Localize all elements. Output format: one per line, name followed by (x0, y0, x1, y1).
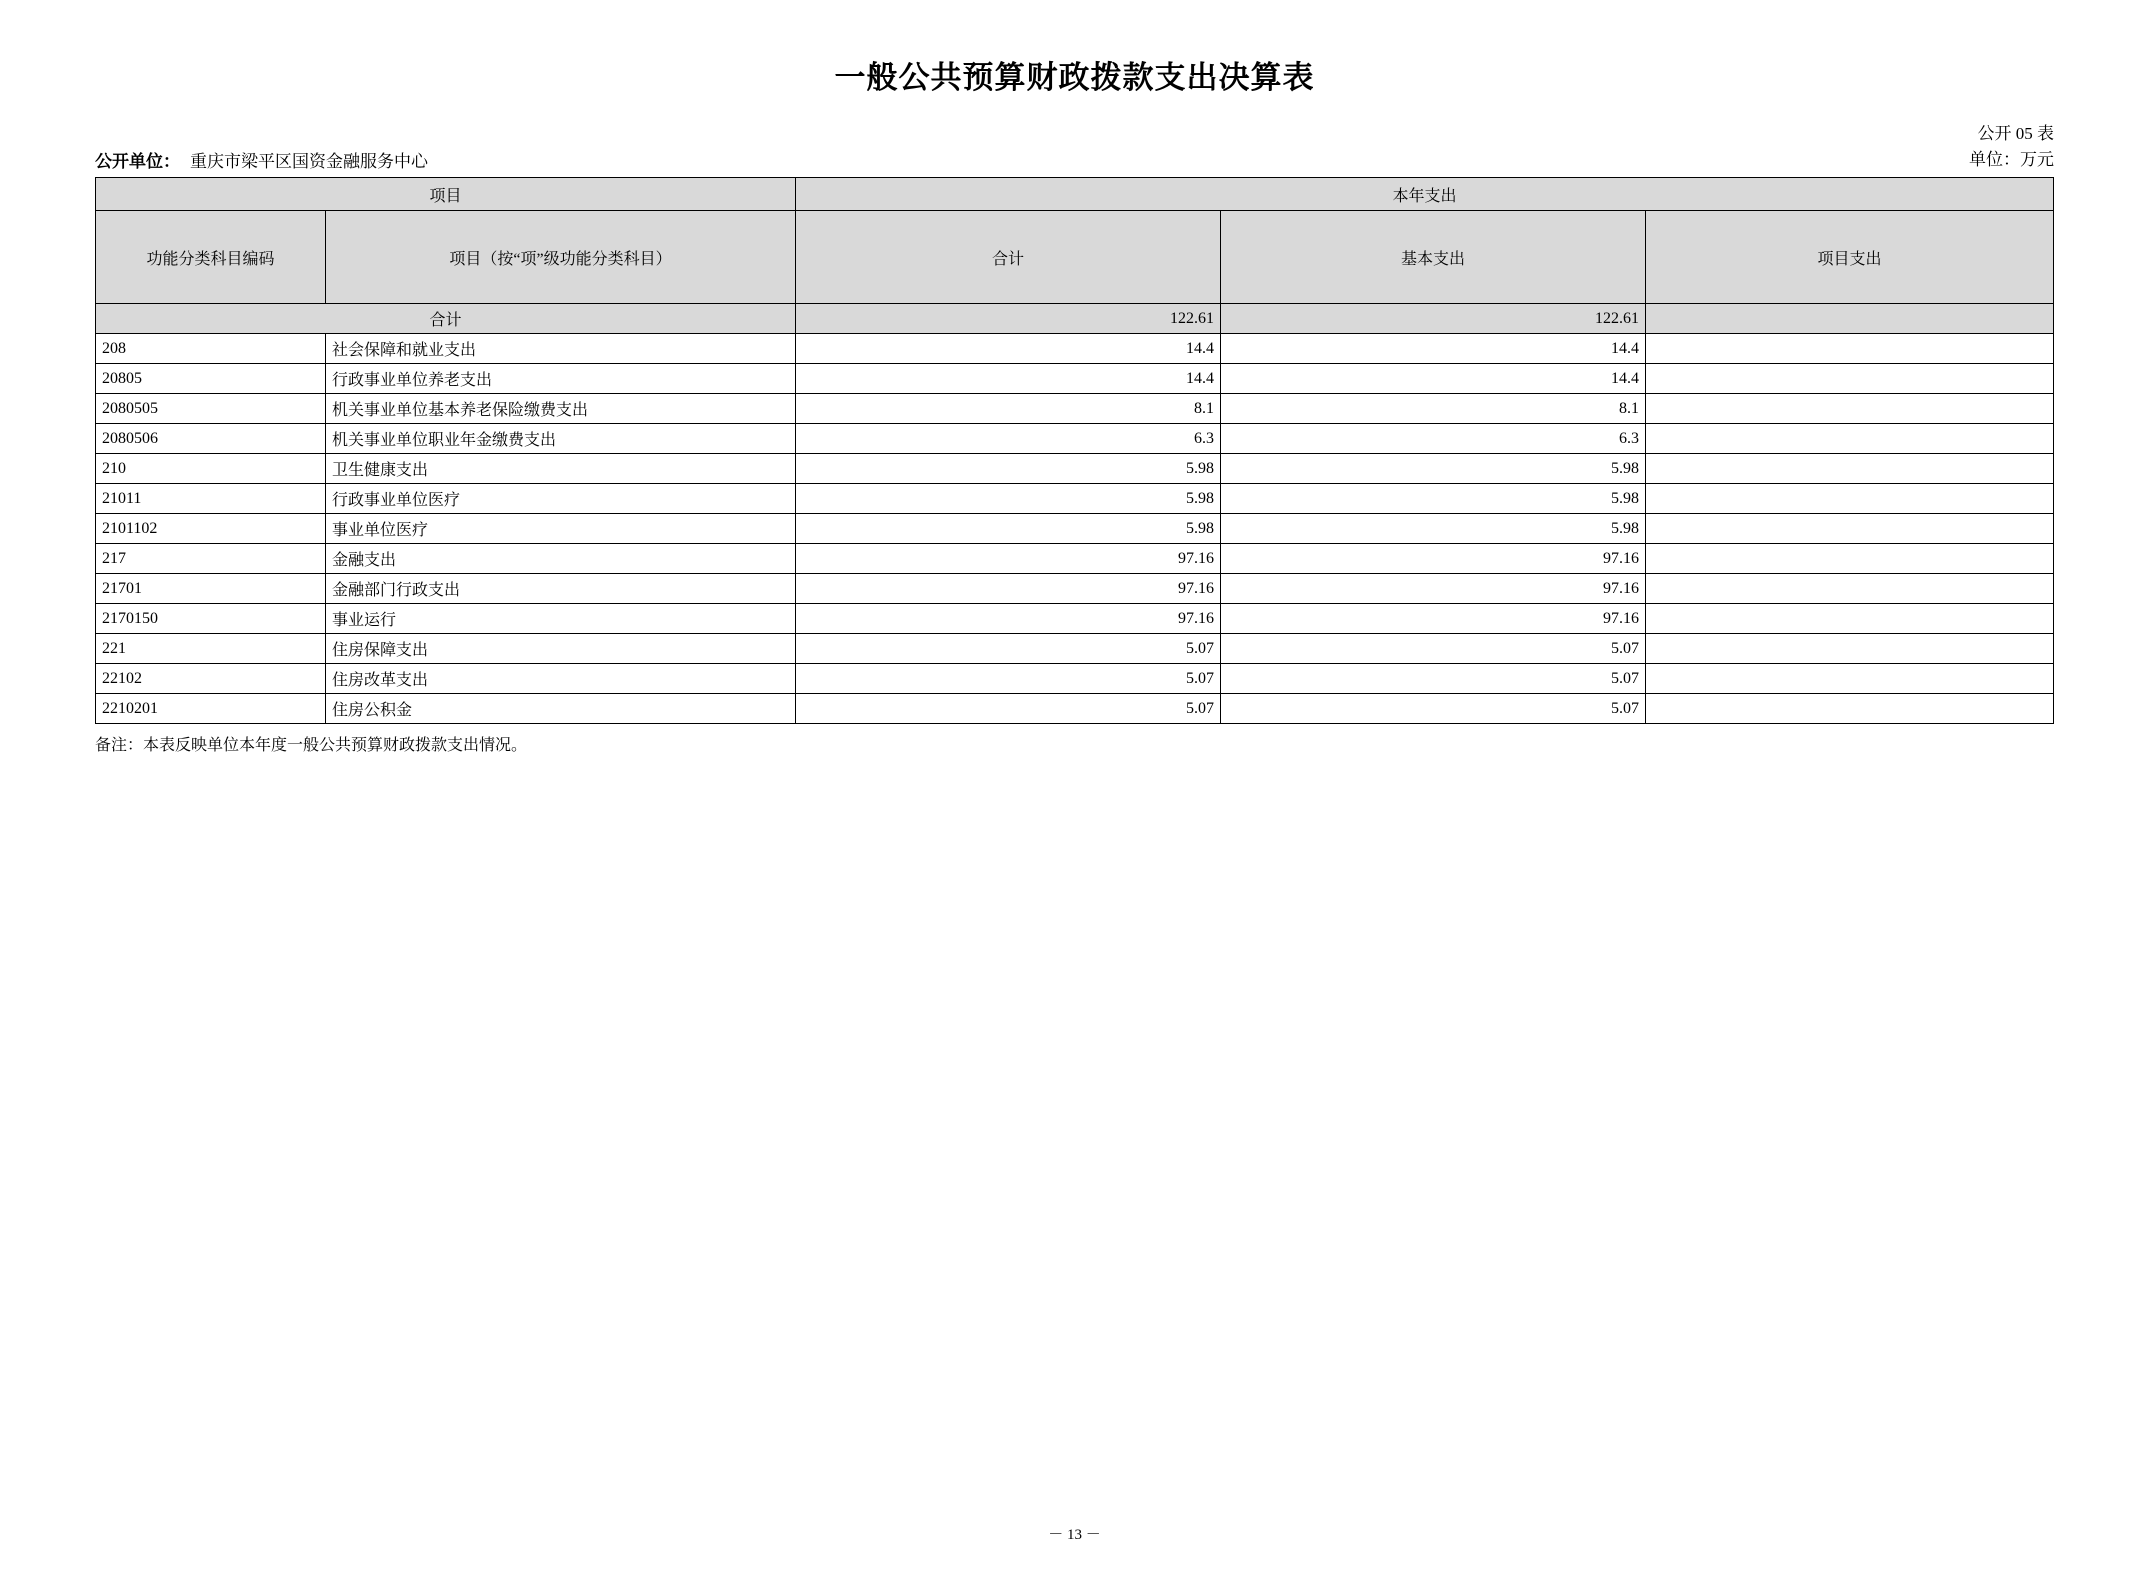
document-meta (95, 121, 2054, 172)
unit-of-measure: 单位：万元 (1969, 149, 2054, 169)
cell-basic: 5.98 (1221, 514, 1646, 544)
cell-project (1646, 604, 2054, 634)
cell-code: 20805 (96, 364, 326, 394)
page-title: 一般公共预算财政拨款支出决算表 (834, 60, 1315, 95)
cell-total: 5.07 (796, 634, 1221, 664)
cell-total: 97.16 (796, 544, 1221, 574)
cell-project (1646, 484, 2054, 514)
cell-basic: 5.98 (1221, 484, 1646, 514)
cell-basic: 5.98 (1221, 454, 1646, 484)
column-header-name: 项目（按“项”级功能分类科目） (326, 211, 796, 304)
cell-name: 住房改革支出 (326, 664, 796, 694)
cell-total: 5.98 (796, 454, 1221, 484)
table-row (96, 664, 2054, 694)
cell-code: 21011 (96, 484, 326, 514)
cell-project (1646, 394, 2054, 424)
cell-project (1646, 424, 2054, 454)
cell-basic: 6.3 (1221, 424, 1646, 454)
page-footer: － 13 － (1048, 1527, 1101, 1543)
table-row (96, 364, 2054, 394)
form-number: 公开 05 表 (1977, 124, 2054, 143)
cell-name: 社会保障和就业支出 (326, 334, 796, 364)
cell-basic: 14.4 (1221, 334, 1646, 364)
cell-code: 221 (96, 634, 326, 664)
table-row (96, 334, 2054, 364)
cell-project (1646, 334, 2054, 364)
cell-name: 住房保障支出 (326, 634, 796, 664)
cell-basic: 97.16 (1221, 574, 1646, 604)
cell-name: 事业运行 (326, 604, 796, 634)
table-header-row (96, 211, 2054, 304)
publisher-value: 重庆市梁平区国资金融服务中心 (190, 152, 428, 171)
column-header-project: 项目支出 (1646, 211, 2054, 304)
cell-name: 卫生健康支出 (326, 454, 796, 484)
cell-code: 2101102 (96, 514, 326, 544)
table-group-header-row (96, 178, 2054, 211)
cell-project (1646, 514, 2054, 544)
cell-total: 5.07 (796, 694, 1221, 724)
table-row (96, 694, 2054, 724)
cell-code: 22102 (96, 664, 326, 694)
form-meta (1969, 121, 2054, 172)
cell-code: 210 (96, 454, 326, 484)
cell-name: 机关事业单位职业年金缴费支出 (326, 424, 796, 454)
cell-project (1646, 544, 2054, 574)
cell-code: 217 (96, 544, 326, 574)
cell-total: 97.16 (796, 574, 1221, 604)
table-row (96, 394, 2054, 424)
cell-project (1646, 694, 2054, 724)
table-row (96, 544, 2054, 574)
table-row (96, 514, 2054, 544)
group-header-project: 项目 (96, 178, 796, 211)
document-page (0, 52, 2149, 1572)
cell-name: 事业单位医疗 (326, 514, 796, 544)
cell-name: 金融支出 (326, 544, 796, 574)
group-header-current-year: 本年支出 (796, 178, 2054, 211)
cell-project (1646, 364, 2054, 394)
cell-total: 14.4 (796, 364, 1221, 394)
cell-code: 2080505 (96, 394, 326, 424)
table-row (96, 424, 2054, 454)
cell-project (1646, 574, 2054, 604)
cell-project (1646, 454, 2054, 484)
cell-code: 2170150 (96, 604, 326, 634)
table-row (96, 604, 2054, 634)
cell-code: 2080506 (96, 424, 326, 454)
table-note: 备注：本表反映单位本年度一般公共预算财政拨款支出情况。 (95, 737, 528, 754)
total-row-label: 合计 (96, 304, 796, 334)
total-row-basic: 122.61 (1221, 304, 1646, 334)
cell-basic: 5.07 (1221, 694, 1646, 724)
column-header-total: 合计 (796, 211, 1221, 304)
cell-project (1646, 664, 2054, 694)
cell-total: 97.16 (796, 604, 1221, 634)
cell-basic: 5.07 (1221, 634, 1646, 664)
column-header-basic: 基本支出 (1221, 211, 1646, 304)
cell-name: 住房公积金 (326, 694, 796, 724)
table-row-total (96, 304, 2054, 334)
cell-basic: 8.1 (1221, 394, 1646, 424)
total-row-project (1646, 304, 2054, 334)
cell-project (1646, 634, 2054, 664)
cell-name: 行政事业单位养老支出 (326, 364, 796, 394)
column-header-code: 功能分类科目编码 (96, 211, 326, 304)
total-row-total: 122.61 (796, 304, 1221, 334)
table-row (96, 574, 2054, 604)
cell-code: 208 (96, 334, 326, 364)
cell-total: 8.1 (796, 394, 1221, 424)
cell-name: 行政事业单位医疗 (326, 484, 796, 514)
cell-total: 6.3 (796, 424, 1221, 454)
cell-total: 5.07 (796, 664, 1221, 694)
cell-total: 5.98 (796, 484, 1221, 514)
cell-basic: 97.16 (1221, 544, 1646, 574)
table-row (96, 454, 2054, 484)
cell-total: 14.4 (796, 334, 1221, 364)
table-row (96, 634, 2054, 664)
cell-basic: 5.07 (1221, 664, 1646, 694)
expenditure-table (95, 177, 2054, 724)
publisher-line (95, 147, 428, 172)
cell-total: 5.98 (796, 514, 1221, 544)
cell-basic: 97.16 (1221, 604, 1646, 634)
cell-name: 机关事业单位基本养老保险缴费支出 (326, 394, 796, 424)
cell-name: 金融部门行政支出 (326, 574, 796, 604)
table-row (96, 484, 2054, 514)
cell-basic: 14.4 (1221, 364, 1646, 394)
cell-code: 21701 (96, 574, 326, 604)
cell-code: 2210201 (96, 694, 326, 724)
publisher-label: 公开单位： (95, 152, 180, 171)
